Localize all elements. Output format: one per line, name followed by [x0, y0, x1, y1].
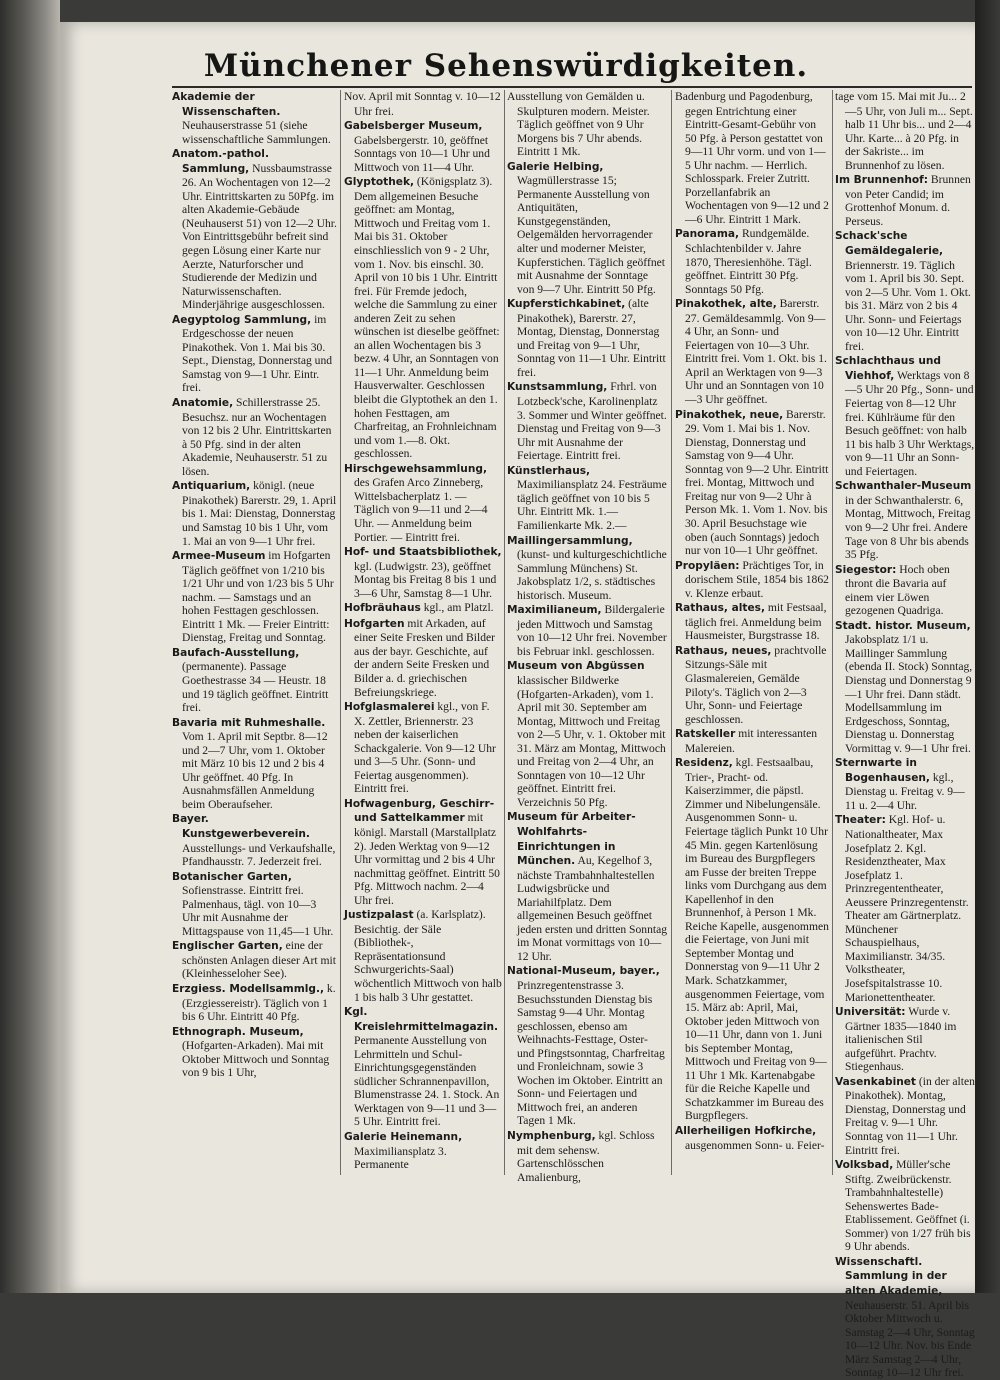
- directory-entry: [172, 812, 337, 868]
- column-divider: [504, 90, 505, 1175]
- directory-entry: [675, 408, 830, 558]
- entry-text: Neuhauserstrasse 51 (siehe wissenschaftliche Sammlungen.: [182, 119, 331, 146]
- entry-text: kgl., Dienstag u. Freitag v. 9—11 u. 2—4 Uhr.: [845, 770, 965, 812]
- entry-text: Ausstellungs- und Verkaufshalle, Pfandhausstr. 7. Jederzeit frei.: [182, 841, 336, 869]
- directory-entry: [835, 229, 975, 353]
- entry-name: Propyläen:: [675, 559, 740, 572]
- directory-entry: [835, 479, 975, 561]
- entry-text: mit interessanten Malereien.: [685, 727, 818, 755]
- entry-name: Aegyptolog Sammlung,: [172, 313, 312, 326]
- entry-text: Kgl. Hof- u. Nationaltheater, Max Josefplatz 2. Kgl. Residenztheater, Max Josefplatz 1. Prinzregententheater, Aeussere Prinzregentenstr. Theater am Gärtnerplatz. Münchener Schauspielhaus, Maximilianstr. 34/35. Volkstheater, Josefspitalstrasse 10. Marionettentheater.: [845, 813, 969, 1004]
- entry-name: Vasenkabinet: [835, 1075, 916, 1088]
- directory-entry: [835, 354, 975, 478]
- entry-text: Nov. April mit Sonntag v. 10—12 Uhr frei.: [344, 90, 501, 118]
- entry-text: (a. Karlsplatz). Besichtig. der Säle (Bibliothek-, Repräsentationsund Schwurgerichts-Saal) wöchentlich Mittwoch von halb 1 bis halb 3 Uhr gestattet.: [354, 908, 502, 1004]
- directory-entry: [344, 700, 502, 796]
- directory-entry: [344, 617, 502, 699]
- entry-name: Ethnograph. Museum,: [172, 1025, 304, 1038]
- page-edge-shadow: [975, 0, 1000, 1293]
- directory-entry: [344, 545, 502, 600]
- entry-text: Frhrl. von Lotzbeck'sche, Karolinenplatz 3. Sommer und Winter geöffnet. Dienstag und Freitag von 9—3 Uhr mit Ausnahme der Feiertage. Eintritt frei.: [517, 380, 667, 463]
- entry-text: eine der schönsten Anlagen dieser Art mit (Kleinhesseloher See).: [182, 939, 336, 981]
- entry-text: Rundgemälde. Schlachtenbilder v. Jahre 1870, Theresienhöhe. Tägl. geöffnet. Eintritt 30 Pfg. Sonntags 50 Pfg.: [685, 227, 812, 296]
- directory-entry: [835, 813, 975, 1004]
- entry-name: Baufach-Ausstellung,: [172, 646, 300, 659]
- directory-entry: [507, 964, 668, 1128]
- entry-text: Ausstellung von Gemälden u. Skulpturen modern. Meister. Täglich geöffnet von 9 Uhr Morgens bis 7 Uhr abends. Eintritt 1 Mk.: [507, 90, 650, 159]
- entry-name: Armee-Museum: [172, 550, 266, 563]
- directory-entry: [507, 603, 668, 658]
- entry-name: Anatomie,: [172, 397, 234, 410]
- entry-text: Maximiliansplatz 24. Festräume täglich geöffnet von 10 bis 5 Uhr. Eintritt Mk. 1.— Familienkarte Mk. 2.—: [517, 478, 667, 532]
- entry-text: mit Festsaal, täglich frei. Anmeldung beim Hausmeister, Burgstrasse 18.: [685, 601, 827, 643]
- directory-entry: [172, 549, 337, 645]
- entry-name: Hofglasmalerei: [344, 701, 435, 714]
- entry-name: Museum von Abgüssen: [507, 660, 645, 673]
- entry-text: Sofienstrasse. Eintritt frei. Palmenhaus, tägl. von 10—3 Uhr mit Ausnahme der Mittagspause von 11,45—1 Uhr.: [182, 884, 334, 938]
- page-title: Münchener Sehenswürdigkeiten.: [203, 48, 809, 84]
- entry-name: Maillingersammlung,: [507, 534, 633, 547]
- entry-name: Künstlerhaus,: [507, 464, 591, 477]
- entry-text: Briennerstr. 19. Täglich vom 1. April bis 30. Sept. von 2—5 Uhr. Vom 1. Okt. bis 31. März von 2 bis 4 Uhr. Sonn- und Feiertags von 10—12 Uhr. Eintritt frei.: [845, 258, 971, 353]
- entry-text: Schillerstrasse 25. Besuchsz. nur an Wochentagen von 12 bis 2 Uhr. Eintrittskarten à 50 Pfg. sind in der alten Akademie, Neuhauserstr. 51 zu lösen.: [182, 396, 332, 478]
- entry-text: mit Arkaden, auf einer Seite Fresken und Bilder aus der bayr. Geschichte, auf der andern Seite Fresken und Bilder a. d. griechischen Befreiungskriege.: [354, 616, 496, 699]
- directory-entry: [172, 479, 337, 548]
- entry-text: Brunnen von Peter Candid; im Grottenhof Monum. d. Perseus.: [845, 173, 971, 228]
- entry-text: Maximiliansplatz 3. Permanente: [354, 1144, 447, 1172]
- directory-entry: [172, 716, 337, 812]
- entry-text: im Hofgarten Täglich geöffnet von 1/210 bis 1/21 Uhr und von 1/23 bis 5 Uhr nachm. — Samstags und an hohen Festtagen geschlossen. Eintritt 1 Mk. — Freier Eintritt: Dienstag, Freitag und Sonntag.: [182, 549, 334, 645]
- directory-entry: [675, 601, 830, 643]
- entry-name: Botanischer Garten,: [172, 870, 292, 883]
- entry-name: Rathaus, neues,: [675, 644, 772, 657]
- text-column-5: [835, 90, 975, 1380]
- entry-text: Wurde v. Gärtner 1835—1840 im italienischen Stil aufgeführt. Prachtv. Stiegenhaus.: [845, 1005, 957, 1074]
- entry-name: Antiquarium,: [172, 480, 251, 493]
- directory-entry: [172, 870, 337, 939]
- entry-name: Nymphenburg,: [507, 1130, 596, 1143]
- entry-text: königl. (neue Pinakothek) Barerstr. 29, 1. April bis 1. Mai: Dienstag, Donnerstag und Samstag 10 bis 1 Uhr, vom 1. Mai an von 9—1 Uhr frei.: [182, 479, 337, 548]
- directory-entry: [675, 1124, 830, 1152]
- directory-entry: [344, 175, 502, 460]
- entry-name: Museum für Arbeiter-Wohlfahrts-Einrichtungen in München.: [507, 811, 636, 868]
- entry-name: Residenz,: [675, 757, 733, 770]
- entry-text: (in der alten Pinakothek). Montag, Dienstag, Donnerstag und Freitag v. 9—1 Uhr. Sonntag von 11—1 Uhr. Eintritt frei.: [845, 1074, 975, 1157]
- entry-text: Badenburg und Pagodenburg, gegen Entrichtung einer Eintritt-Gesamt-Gebühr von 50 Pfg. à Person gestattet von 9—11 Uhr vorm. und von 1—5 Uhr nachm. — Herrlich. Schlosspark. Freier Zutritt. Porzellanfabrik an Wochentagen von 9—12 und 2—6 Uhr. Eintritt 1 Mark.: [675, 90, 829, 226]
- entry-text: (kunst- und kulturgeschichtliche Sammlung Münchens) St. Jakobsplatz 1/2, s. städtisches historisch. Museum.: [517, 548, 667, 602]
- directory-entry: [507, 90, 668, 159]
- entry-text: k. (Erzgiessereistr). Täglich von 1 bis 6 Uhr. Eintritt 40 Pfg.: [182, 982, 336, 1024]
- book-binding: [0, 0, 60, 1293]
- directory-entry: [835, 173, 975, 228]
- entry-text: kgl. Schloss mit dem sehensw. Gartenschlösschen Amalienburg,: [517, 1129, 655, 1184]
- entry-text: Au, Kegelhof 3, nächste Trambahnhaltestellen Ludwigsbrücke und Mariahilfplatz. Dem allgemeinen Besuch geöffnet jeden ersten und dritten Sonntag im Monat vormittags von 10—12 Uhr.: [517, 854, 668, 963]
- directory-entry: [835, 1005, 975, 1074]
- directory-entry: [835, 756, 975, 812]
- entry-name: Galerie Heinemann,: [344, 1131, 463, 1144]
- entry-name: Universität:: [835, 1006, 906, 1019]
- entry-text: Prächtiges Tor, in dorischem Stile, 1854 bis 1862 v. Klenze erbaut.: [685, 558, 829, 600]
- entry-text: Vom 1. April mit Septbr. 8—12 und 2—7 Uhr, vom 1. Oktober mit März 10 bis 12 und 2 bis 4 Uhr geöffnet. 40 Pfg. In Ausnahmsfällen Anmeldung beim Oberaufseher.: [182, 730, 328, 811]
- entry-text: kgl., am Platzl.: [420, 601, 494, 615]
- text-column-4: [675, 90, 830, 1175]
- entry-name: Justizpalast: [344, 909, 414, 922]
- entry-name: Theater:: [835, 814, 886, 827]
- entry-text: Jakobsplatz 1/1 u. Maillinger Sammlung (ebenda II. Stock) Sonntag, Dienstag und Donnerstag 9—1 Uhr frei. Dann städt. Modellsammlung im Erdgeschoss, Sonntag, Dienstag u. Donnerstag Vormittag v. 9—1 Uhr frei.: [845, 633, 973, 755]
- directory-entry: [344, 119, 502, 174]
- directory-entry: [835, 1158, 975, 1254]
- entry-name: Kunstsammlung,: [507, 381, 608, 394]
- directory-entry: [507, 297, 668, 379]
- directory-entry: [507, 1129, 668, 1184]
- entry-text: klassischer Bildwerke (Hofgarten-Arkaden), vom 1. April mit 30. September am Montag, Mittwoch und Freitag von 2—5 Uhr, v. 1. Oktober mit 31. März am Montag, Mittwoch und Freitag von 2—4 Uhr, an Sonntagen von 10—12 Uhr geöffnet. Eintritt frei. Verzeichnis 50 Pfg.: [517, 673, 666, 809]
- directory-entry: [507, 659, 668, 809]
- directory-entry: [835, 619, 975, 755]
- directory-entry: [507, 810, 668, 963]
- entry-name: Bayer. Kunstgewerbeverein.: [172, 813, 310, 840]
- text-column-1: [172, 90, 337, 1175]
- page-header: [172, 48, 840, 84]
- entry-name: Hofbräuhaus: [344, 602, 421, 615]
- entry-name: Kupferstichkabinet,: [507, 298, 626, 311]
- directory-entry: [835, 1075, 975, 1157]
- entry-text: des Grafen Arco Zinneberg, Wittelsbacherplatz 1. — Täglich von 9—11 und 2—4 Uhr. — Anmeldung beim Portier. — Eintritt frei.: [354, 476, 488, 544]
- entry-name: Hofgarten: [344, 617, 405, 630]
- entry-text: ausgenommen Sonn- u. Feier-: [685, 1138, 825, 1152]
- entry-name: Allerheiligen Hofkirche,: [675, 1125, 817, 1138]
- entry-text: Prinzregentenstrasse 3. Besuchsstunden Dienstag bis Samstag 9—4 Uhr. Montag geschlossen, ebenso am Weihnachts-Festtage, Oster- und Pfingstsonntag, Charfreitag und Fronleichnam, sowie 3 Wochen im Oktober. Eintritt an Sonn- und Feiertagen und Mittwoch frei, an anderen Tagen 1 Mk.: [517, 979, 665, 1128]
- entry-text: (Hofgarten-Arkaden). Mai mit Oktober Mittwoch und Sonntag von 9 bis 1 Uhr,: [182, 1039, 330, 1080]
- entry-text: Werktags von 8—5 Uhr 20 Pfg., Sonn- und Feiertag von 8—12 Uhr frei. Kühlräume für den Besuch geöffnet: von halb 11 bis halb 3 Uhr Werktags, von 9—11 Uhr an Sonn- und Feiertagen.: [845, 368, 975, 478]
- directory-entry: [675, 727, 830, 755]
- entry-name: Sternwarte in Bogenhausen,: [835, 757, 930, 784]
- entry-text: Bildergalerie jeden Mittwoch und Samstag von 10—12 Uhr frei. November bis Februar inkl. geschlossen.: [517, 603, 667, 658]
- directory-entry: [172, 313, 337, 395]
- entry-name: Schack'sche Gemäldegalerie,: [835, 230, 944, 258]
- entry-text: (Königsplatz 3). Dem allgemeinen Besuche geöffnet: am Montag, Mittwoch und Freitag vom 1. Mai bis 31. Oktober einschliesslich von 9 - 2 Uhr, vom 1. Nov. bis einschl. 30. April von 10 bis 1 Uhr. Eintritt frei. Für Fremde jedoch, welche die Sammlung zu einer anderen Zeit zu sehen wünschen ist dieselbe geöffnet: an allen Wochentagen bis 3 bezw. 4 Uhr, an Sonntagen von 11—1 Uhr. Anmeldung beim Hausverwalter. Geschlossen bleibt die Glyptothek an den 1. hohen Festtagen, am Charfreitag, an Frohnleichnam und vom 1.—8. Okt. geschlossen.: [354, 175, 500, 461]
- entry-text: Neuhauserstr. 51. April bis Oktober Mittwoch u. Samstag 2—4 Uhr, Sonntag 10—12 Uhr. Nov. bis Ende März Samstag 2—4 Uhr, Sonntag 10—12 Uhr frei.: [845, 1298, 975, 1380]
- directory-entry: [344, 797, 502, 907]
- entry-name: Rathaus, altes,: [675, 602, 765, 615]
- directory-entry: [344, 601, 502, 616]
- entry-name: Bavaria mit Ruhmeshalle.: [172, 716, 326, 729]
- directory-entry: [507, 464, 668, 533]
- entry-name: Volksbad,: [835, 1159, 894, 1172]
- directory-entry: [172, 939, 337, 981]
- entry-text: Barerstr. 27. Gemäldesammlg. Von 9—4 Uhr, an Sonn- und Feiertagen von 10—3 Uhr. Eintritt frei. Vom 1. Okt. bis 1. April an Werktagen von 9—3 Uhr und an Sonntagen von 10—3 Uhr geöffnet.: [685, 297, 827, 407]
- entry-name: Panorama,: [675, 228, 740, 241]
- text-column-3: [507, 90, 668, 1184]
- entry-name: Akademie der Wissenschaften.: [172, 91, 281, 118]
- entry-name: Hirschgewehsammlung,: [344, 462, 487, 475]
- entry-text: Permanente Ausstellung von Lehrmitteln und Schul-Einrichtungsgegenständen südlicher Schrannenpavillon, Blumenstrasse 24. 1. Stock. An Werktagen von 9—11 und 3—5 Uhr. Eintritt frei.: [354, 1034, 500, 1129]
- entry-text: kgl., von F. X. Zettler, Briennerstr. 23 neben der kaiserlichen Schackgalerie. Von 9—12 Uhr und 3—5 Uhr. (Sonn- und Feiertag ausgenommen). Eintritt frei.: [354, 700, 496, 796]
- entry-name: Schlachthaus und Viehhof,: [835, 355, 942, 382]
- entry-name: Glyptothek,: [344, 176, 415, 189]
- entry-name: Galerie Helbing,: [507, 160, 604, 173]
- entry-text: (alte Pinakothek), Barerstr. 27, Montag, Dienstag, Donnerstag und Freitag von 9—1 Uhr, Sonntag von 11—1 Uhr. Eintritt frei.: [517, 297, 666, 379]
- directory-entry: [344, 908, 502, 1004]
- directory-entry: [675, 644, 830, 726]
- directory-entry: [344, 462, 502, 544]
- entry-name: Gabelsberger Museum,: [344, 120, 483, 133]
- entry-name: Anatom.-pathol. Sammlung,: [172, 148, 269, 175]
- directory-entry: [835, 1255, 975, 1380]
- entry-text: in der Schwanthalerstr. 6, Montag, Mittwoch, Freitag von 9—2 Uhr frei. Andere Tage von 8 Uhr bis abends 35 Pfg.: [845, 493, 971, 562]
- entry-name: Ratskeller: [675, 728, 736, 741]
- entry-text: Nussbaumstrasse 26. An Wochentagen von 12—2 Uhr. Eintrittskarten zu 50Pfg. im alten Akademie-Gebäude (Neuhauserst 51) von 12—2 Uhr. Von Eintrittsgebühr befreit sind gegen Lösung einer Karte nur Aerzte, Naturforscher und Studierende der Medizin und Naturwissenschaften. Minderjährige ausgeschlossen.: [182, 161, 337, 312]
- directory-entry: [507, 534, 668, 603]
- entry-text: Hoch oben thront die Bavaria auf einem vier Löwen gezogenen Quadriga.: [845, 562, 950, 618]
- entry-text: (permanente). Passage Goethestrasse 34 — Heustr. 18 und 19 täglich geöffnet. Eintritt frei.: [182, 660, 329, 715]
- directory-entry: [507, 380, 668, 462]
- directory-entry: [675, 756, 830, 1123]
- directory-entry: [835, 90, 975, 172]
- directory-entry: [675, 297, 830, 406]
- entry-name: Im Brunnenhof:: [835, 174, 928, 187]
- directory-entry: [675, 559, 830, 601]
- directory-entry: [675, 227, 830, 296]
- entry-text: kgl. Festsaalbau, Trier-, Pracht- od. Kaiserzimmer, die päpstl. Zimmer und Nibelungensäle. Ausgenommen Sonn- u. Feiertage täglich Punkt 10 Uhr 45 Min. gegen Kartenlösung im Bureau des Burgpflegers am Fusse der breiten Treppe links vom Durchgang aus dem Kapellenhof in den Brunnenhof, à Person 1 Mk. Reiche Kapelle, ausgenommen die Feiertage, von Juni mit September Montag und Donnerstag von 9—11 Uhr 2 Mark. Schatzkammer, ausgenommen Feiertage, vom 15. März ab: April, Mai, Oktober jeden Mittwoch von 10—11 Uhr, dann von 1. Juni bis September Montag, Mittwoch und Freitag von 9—11 Uhr 1 Mk. Kartenabgabe für die Reiche Kapelle und Schatzkammer im Bureau des Burgpflegers.: [685, 756, 829, 1123]
- directory-entry: [344, 90, 502, 118]
- entry-name: Hof- und Staatsbibliothek,: [344, 546, 502, 559]
- entry-name: Hofwagenburg, Geschirr- und Sattelkammer: [344, 797, 495, 825]
- directory-entry: [675, 90, 830, 226]
- entry-name: Englischer Garten,: [172, 940, 283, 953]
- entry-name: National-Museum, bayer.,: [507, 965, 660, 978]
- directory-entry: [172, 1025, 337, 1080]
- entry-name: Siegestor:: [835, 563, 897, 576]
- directory-entry: [344, 1005, 502, 1129]
- directory-entry: [507, 160, 668, 296]
- entry-name: Kgl. Kreislehrmittelmagazin.: [344, 1006, 499, 1033]
- entry-text: kgl. (Ludwigstr. 23), geöffnet Montag bis Freitag 8 bis 1 und 3—6 Uhr, Samstag 8—1 Uhr.: [354, 559, 497, 600]
- entry-text: Müller'sche Stiftg. Zweibrückenstr. Trambahnhaltestelle) Sehenswertes Bade-Etablissement. Geöffnet (i. Sommer) von 1/27 früh bis 9 Uhr abends.: [845, 1158, 971, 1254]
- entry-name: Schwanthaler-Museum: [835, 480, 972, 493]
- column-divider: [832, 90, 833, 1175]
- directory-entry: [835, 563, 975, 618]
- directory-entry: [172, 147, 337, 312]
- entry-text: mit königl. Marstall (Marstallplatz 2). Jeden Werktag von 9—12 Uhr vormittag und 2 bis 4 Uhr nachmittag geöffnet. Eintritt 50 Pfg. Mittwoch nachm. 2—4 Uhr frei.: [354, 811, 500, 907]
- directory-entry: [344, 1130, 502, 1172]
- title-rule: [172, 86, 972, 88]
- directory-entry: [172, 982, 337, 1024]
- entry-name: Pinakothek, alte,: [675, 298, 777, 311]
- directory-entry: [172, 396, 337, 478]
- entry-name: Maximilianeum,: [507, 604, 602, 617]
- entry-text: prachtvolle Sitzungs-Säle mit Glasmalereien, Gemälde Piloty's. Täglich von 2—3 Uhr, Sonn- und Feiertage geschlossen.: [685, 643, 827, 726]
- directory-entry: [172, 90, 337, 146]
- entry-name: Erzgiess. Modellsammlg.,: [172, 983, 324, 995]
- entry-text: Wagmüllerstrasse 15; Permanente Ausstellung von Antiquitäten, Kunstgegenständen, Oelgemälden hervorragender alter und moderner Meister, Kupferstichen. Täglich geöffnet mit Ausnahme der Sonntage von 9—7 Uhr. Eintritt 50 Pfg.: [517, 174, 665, 296]
- entry-text: im Erdgeschosse der neuen Pinakothek. Von 1. Mai bis 30. Sept., Dienstag, Donnerstag und Samstag von 9—1 Uhr. Eintr. frei.: [182, 312, 333, 395]
- entry-text: Gabelsbergerstr. 10, geöffnet Sonntags von 10—1 Uhr und Mittwoch von 11—4 Uhr.: [354, 133, 490, 174]
- entry-name: Wissenschaftl. Sammlung in der alten Akademie,: [835, 1255, 947, 1298]
- entry-text: Barerstr. 29. Vom 1. Mai bis 1. Nov. Dienstag, Donnerstag und Samstag von 9—4 Uhr. Sonntag von 9—2 Uhr. Eintritt frei. Montag, Mittwoch und Freitag nur von 9—2 Uhr à Person Mk. 1. Vom 1. Nov. bis 30. April Besuchstage wie oben (auch Sonntags) jedoch nur von 10—1 Uhr geöffnet.: [685, 407, 829, 558]
- directory-entry: [172, 646, 337, 715]
- column-divider: [671, 90, 672, 1175]
- entry-name: Pinakothek, neue,: [675, 408, 784, 421]
- text-column-2: [344, 90, 502, 1175]
- entry-name: Stadt. histor. Museum,: [835, 619, 971, 632]
- column-divider: [340, 90, 341, 1175]
- entry-text: tage vom 15. Mai mit Ju... 2—5 Uhr, von Juli m... Sept. halb 11 Uhr bis... und 2—4 Uhr. Karte... à 20 Pfg. in der Sakriste... im Brunnenhof zu lösen.: [835, 90, 973, 172]
